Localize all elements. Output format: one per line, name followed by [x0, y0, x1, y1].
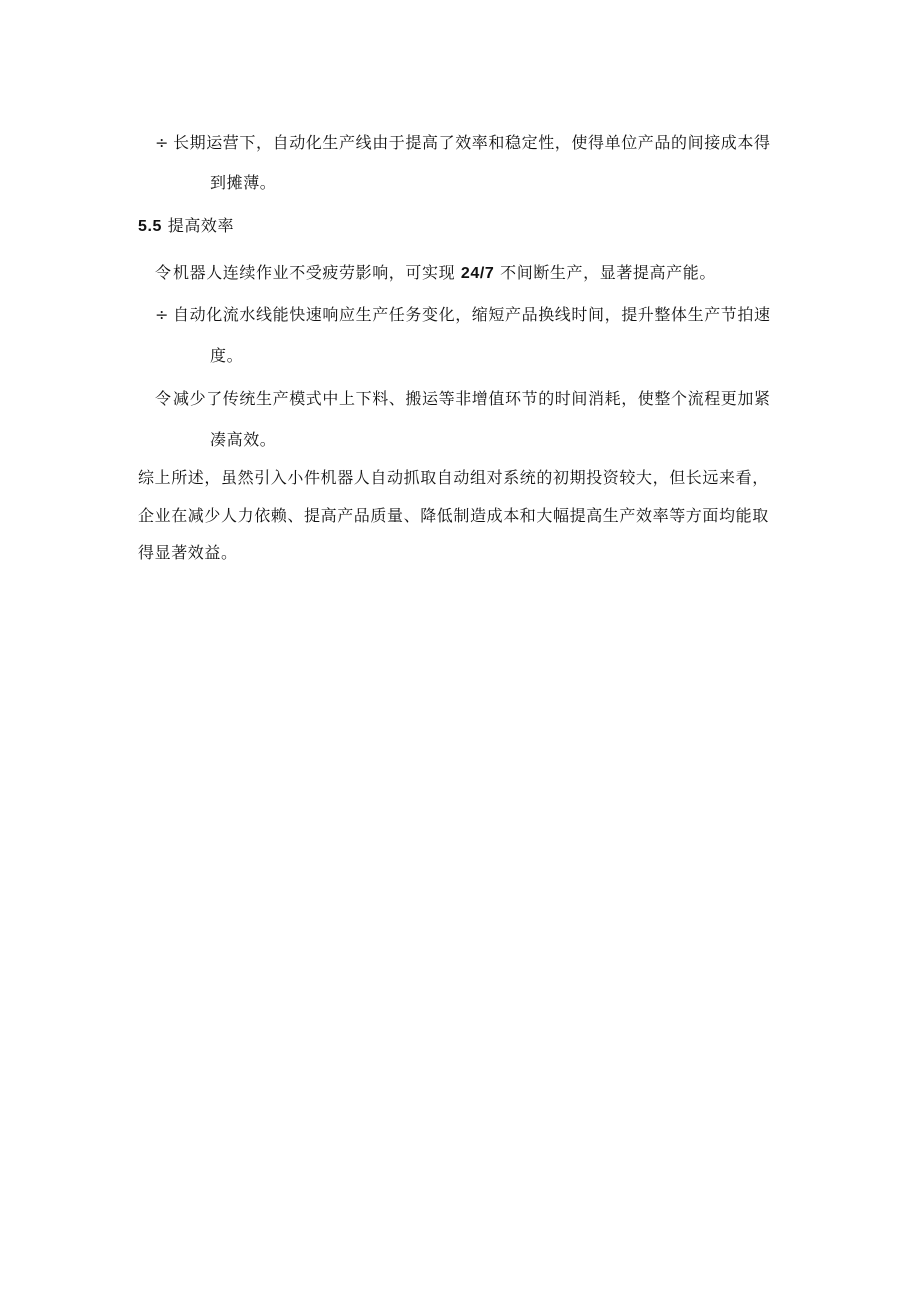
summary-text: 得显著效益。: [138, 543, 238, 562]
bullet-line-4: [155, 389, 771, 409]
bullet-text-after: 不间断生产，显著提高产能。: [500, 263, 716, 282]
bullet-text-continuation: 凑高效。: [210, 430, 277, 449]
summary-line-1: [138, 468, 769, 488]
section-heading: [138, 216, 234, 237]
bullet-marker: 令: [155, 263, 172, 282]
bullet-line-1: [155, 133, 771, 153]
summary-line-3: [138, 543, 238, 563]
section-title: 提高效率: [167, 216, 235, 235]
bullet-line-4-continuation: [210, 430, 276, 450]
bullet-text: 减少了传统生产模式中上下料、搬运等非增值环节的时间消耗，使整个流程更加紧: [173, 389, 771, 408]
summary-text: 综上所述，虽然引入小件机器人自动抓取自动组对系统的初期投资较大，但长远来看，: [138, 468, 769, 487]
bullet-text: 机器人连续作业不受疲劳影响，可实现: [173, 263, 456, 282]
bullet-text-continuation: 到摊薄。: [210, 173, 277, 192]
summary-text: 企业在减少人力依赖、提高产品质量、降低制造成本和大幅提高生产效率等方面均能取: [138, 506, 769, 525]
bullet-line-3: [155, 305, 771, 325]
section-number: 5.5: [138, 218, 163, 235]
bullet-marker: ÷: [155, 133, 170, 152]
bullet-text: 自动化流水线能快速响应生产任务变化，缩短产品换线时间，提升整体生产节拍速: [173, 305, 771, 324]
bullet-line-3-continuation: [210, 346, 243, 366]
bullet-text-continuation: 度。: [210, 346, 244, 365]
bullet-marker: ÷: [155, 305, 170, 324]
bullet-marker: 令: [155, 389, 172, 408]
bullet-line-1-continuation: [210, 173, 276, 193]
summary-line-2: [138, 506, 769, 526]
bullet-line-2: [155, 263, 716, 284]
bullet-text: 长期运营下，自动化生产线由于提高了效率和稳定性，使得单位产品的间接成本得: [173, 133, 771, 152]
bold-figure: 24/7: [460, 265, 495, 282]
